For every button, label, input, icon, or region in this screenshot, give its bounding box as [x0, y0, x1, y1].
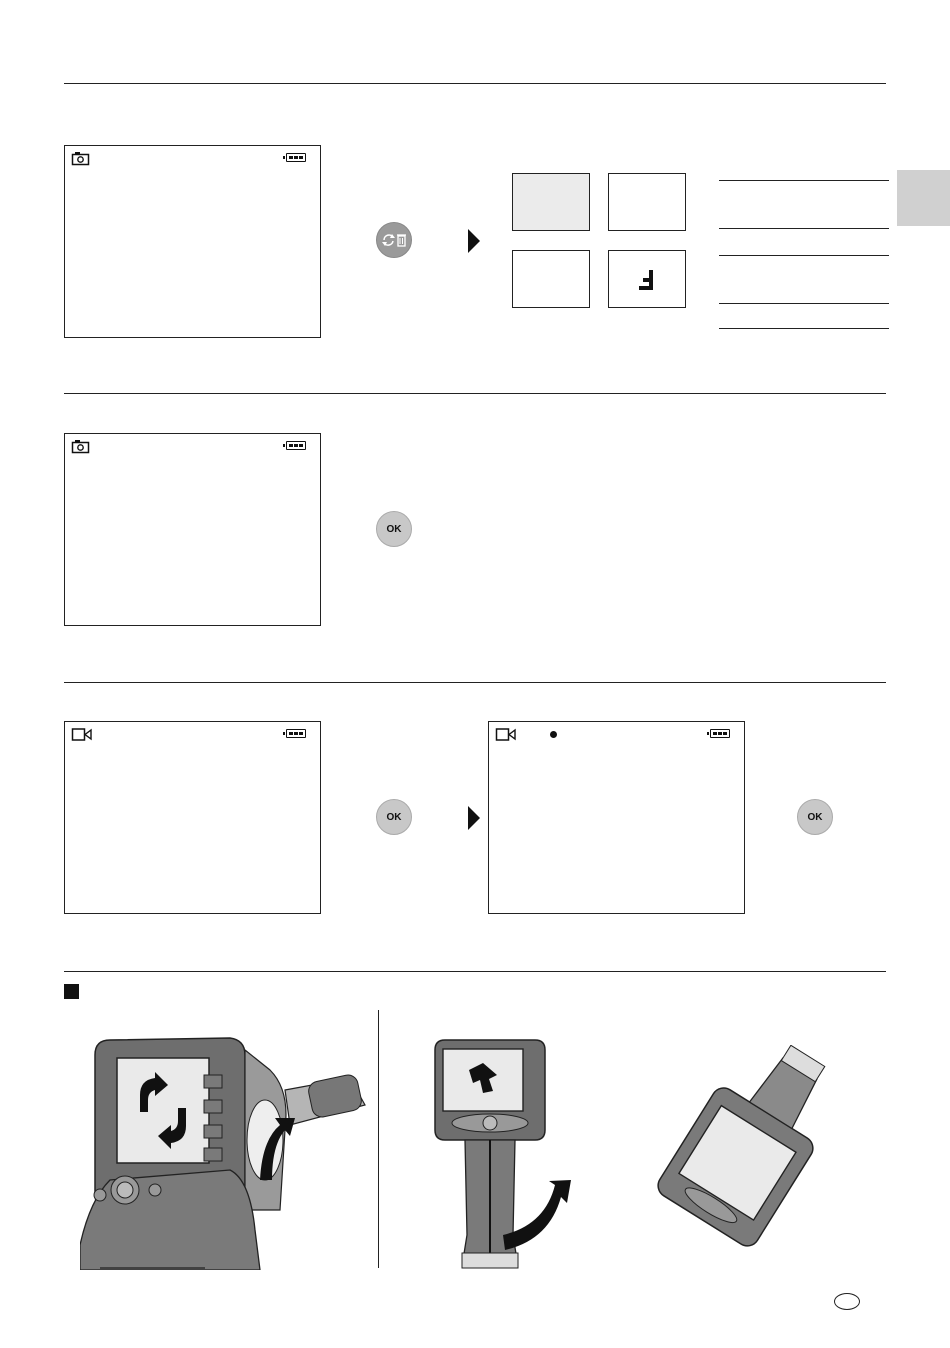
camera-icon: [71, 439, 91, 454]
video-icon: [71, 727, 93, 742]
text-line-2: [719, 228, 889, 229]
device-screen-photo-2: [64, 433, 321, 626]
device-screen-photo-1: [64, 145, 321, 338]
device-tilted-illustration: [630, 1045, 850, 1260]
device-screen-video-recording: [488, 721, 745, 914]
section-rule-4: [64, 971, 886, 972]
battery-icon: [286, 729, 306, 738]
camera-icon: [71, 151, 91, 166]
side-tab: [897, 170, 950, 226]
section-rule-2: [64, 393, 886, 394]
device-upright-illustration: [425, 1035, 585, 1273]
section-rule-1: [64, 83, 886, 84]
ok-button-start[interactable]: OK: [376, 799, 412, 835]
video-icon: [495, 727, 517, 742]
battery-icon: [710, 729, 730, 738]
rotate-delete-icon: [379, 230, 409, 250]
battery-icon: [286, 441, 306, 450]
rotation-tile-3: [512, 250, 590, 308]
text-line-4: [719, 303, 889, 304]
next-arrow-icon: [468, 229, 480, 253]
next-arrow-icon: [468, 806, 480, 830]
recording-dot-icon: [550, 731, 557, 738]
text-line-1: [719, 180, 889, 181]
ok-button-stop[interactable]: OK: [797, 799, 833, 835]
rotated-f-icon: [637, 269, 657, 291]
rotation-tile-selected: [512, 173, 590, 231]
rotation-tile-4: [608, 250, 686, 308]
device-rotate-illustration: [80, 1030, 370, 1270]
rotation-tile-2: [608, 173, 686, 231]
illustration-divider: [378, 1010, 379, 1268]
rotate-delete-button[interactable]: [376, 222, 412, 258]
section-marker: [64, 984, 79, 999]
text-line-5: [719, 328, 889, 329]
language-badge: [834, 1293, 860, 1310]
battery-icon: [286, 153, 306, 162]
text-line-3: [719, 255, 889, 256]
ok-button[interactable]: OK: [376, 511, 412, 547]
section-rule-3: [64, 682, 886, 683]
device-screen-video-1: [64, 721, 321, 914]
